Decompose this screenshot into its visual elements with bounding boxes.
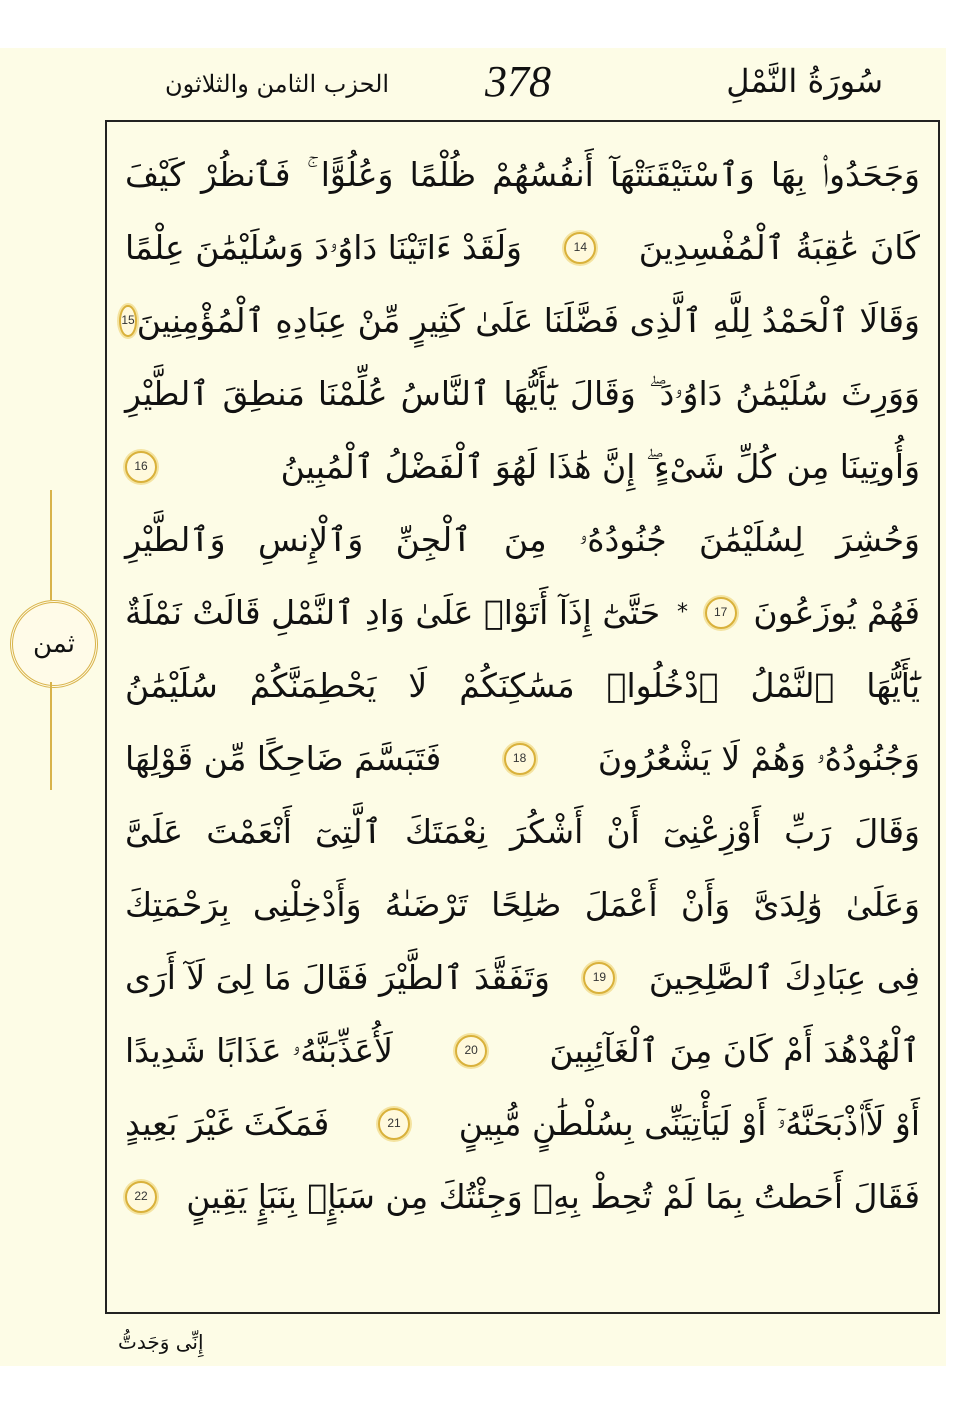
verse-text: يَٰٓأَيُّهَا ٱلنَّمْلُ ٱدْخُلُوا۟ مَسَٰكِنَكُمْ لَا يَحْطِمَنَّكُمْ سُلَيْمَٰنُ: [125, 666, 920, 705]
verse-text: وَقَالَا ٱلْحَمْدُ لِلَّهِ ٱلَّذِى فَضَّلَنَا عَلَىٰ كَثِيرٍ مِّنْ عِبَادِهِ ٱلْمُؤْمِنِينَ: [136, 301, 920, 340]
ornament-stem-bottom: [50, 682, 52, 790]
thumn-medallion: [10, 600, 98, 688]
verse-number-marker: 21: [378, 1108, 410, 1140]
verse-text: وَأُوتِينَا مِن كُلِّ شَىْءٍ ۖ إِنَّ هَٰذَا لَهُوَ ٱلْفَضْلُ ٱلْمُبِينُ: [280, 447, 920, 486]
verse-text: وَوَرِثَ سُلَيْمَٰنُ دَاوُۥدَ ۖ وَقَالَ يَٰٓأَيُّهَا ٱلنَّاسُ عُلِّمْنَا مَنطِقَ ٱلطَّيْرِ: [125, 374, 920, 413]
verse-text: وَجُنُودُهُۥ وَهُمْ لَا يَشْعُرُونَ: [597, 739, 920, 778]
hizb-label: الحزب الثامن والثلاثون: [165, 70, 390, 98]
page-number: 378: [485, 57, 551, 106]
verse-text: وَلَقَدْ ءَاتَيْنَا دَاوُۥدَ وَسُلَيْمَٰنَ عِلْمًا: [125, 228, 522, 267]
verse-text: وَعَلَىٰ وَٰلِدَىَّ وَأَنْ أَعْمَلَ صَٰلِحًا تَرْضَىٰهُ وَأَدْخِلْنِى بِرَحْمَتِكَ: [125, 885, 920, 924]
catchword: إِنِّى وَجَدتُّ: [118, 1330, 204, 1354]
verse-lines: [121, 138, 920, 1233]
surah-name: سُورَةُ النَّمْلِ: [726, 62, 883, 100]
text-line: [125, 1160, 920, 1233]
text-line: [125, 430, 920, 503]
text-line: [121, 284, 920, 357]
verse-text: فَهُمْ يُوزَعُونَ: [753, 593, 920, 632]
text-line: [125, 211, 920, 284]
text-line: [125, 1014, 920, 1087]
verse-text: لَأُعَذِّبَنَّهُۥ عَذَابًا شَدِيدًا: [125, 1031, 393, 1070]
verse-number-marker: 22: [125, 1181, 157, 1213]
verse-text: وَقَالَ رَبِّ أَوْزِعْنِىٓ أَنْ أَشْكُرَ نِعْمَتَكَ ٱلَّتِىٓ أَنْعَمْتَ عَلَىَّ: [125, 812, 920, 851]
text-line: [125, 722, 920, 795]
thumn-label: ثمن: [32, 629, 76, 659]
verse-number-marker: 14: [564, 232, 596, 264]
text-line: [125, 576, 920, 649]
verse-number-marker: 17: [705, 597, 737, 629]
verse-text: ٱلْهُدْهُدَ أَمْ كَانَ مِنَ ٱلْغَآئِبِينَ: [549, 1031, 920, 1070]
text-line: [125, 941, 920, 1014]
page-header: [105, 58, 943, 118]
thumn-ornament: [6, 490, 96, 790]
rub-star-icon: *: [676, 600, 688, 625]
text-line: [125, 649, 920, 722]
verse-number-marker: 15: [119, 305, 136, 337]
verse-number-marker: 19: [583, 962, 615, 994]
text-line: [125, 138, 920, 211]
verse-text: وَتَفَقَّدَ ٱلطَّيْرَ فَقَالَ مَا لِىَ لَآ أَرَى: [125, 958, 550, 997]
verse-text: فِى عِبَادِكَ ٱلصَّٰلِحِينَ: [648, 958, 920, 997]
verse-text: وَجَحَدُوا۟ بِهَا وَٱسْتَيْقَنَتْهَآ أَنفُسُهُمْ ظُلْمًا وَعُلُوًّا ۚ فَٱنظُرْ كَيْفَ: [125, 155, 920, 194]
verse-number-marker: 20: [455, 1035, 487, 1067]
verse-text: أَوْ لَأَا۟ذْبَحَنَّهُۥٓ أَوْ لَيَأْتِيَنِّى بِسُلْطَٰنٍ مُّبِينٍ: [458, 1104, 920, 1143]
verse-text: فَقَالَ أَحَطتُ بِمَا لَمْ تُحِطْ بِهِۦ وَجِئْتُكَ مِن سَبَإٍۭ بِنَبَإٍ يَقِينٍ: [186, 1177, 920, 1216]
verse-text: فَمَكَثَ غَيْرَ بَعِيدٍ: [125, 1104, 330, 1143]
text-line: [125, 795, 920, 868]
text-line: [125, 357, 920, 430]
verse-text: فَتَبَسَّمَ ضَاحِكًا مِّن قَوْلِهَا: [125, 739, 442, 778]
ornament-stem-top: [50, 490, 52, 600]
text-line: [125, 868, 920, 941]
verse-number-marker: 16: [125, 451, 157, 483]
text-line: [125, 503, 920, 576]
verse-number-marker: 18: [504, 743, 536, 775]
text-line: [125, 1087, 920, 1160]
verse-text: حَتَّىٰٓ إِذَآ أَتَوْا۟ عَلَىٰ وَادِ ٱلنَّمْلِ قَالَتْ نَمْلَةٌ: [125, 593, 661, 632]
verse-text: وَحُشِرَ لِسُلَيْمَٰنَ جُنُودُهُۥ مِنَ ٱلْجِنِّ وَٱلْإِنسِ وَٱلطَّيْرِ: [125, 520, 920, 559]
verse-text: كَانَ عَٰقِبَةُ ٱلْمُفْسِدِينَ: [638, 228, 920, 267]
